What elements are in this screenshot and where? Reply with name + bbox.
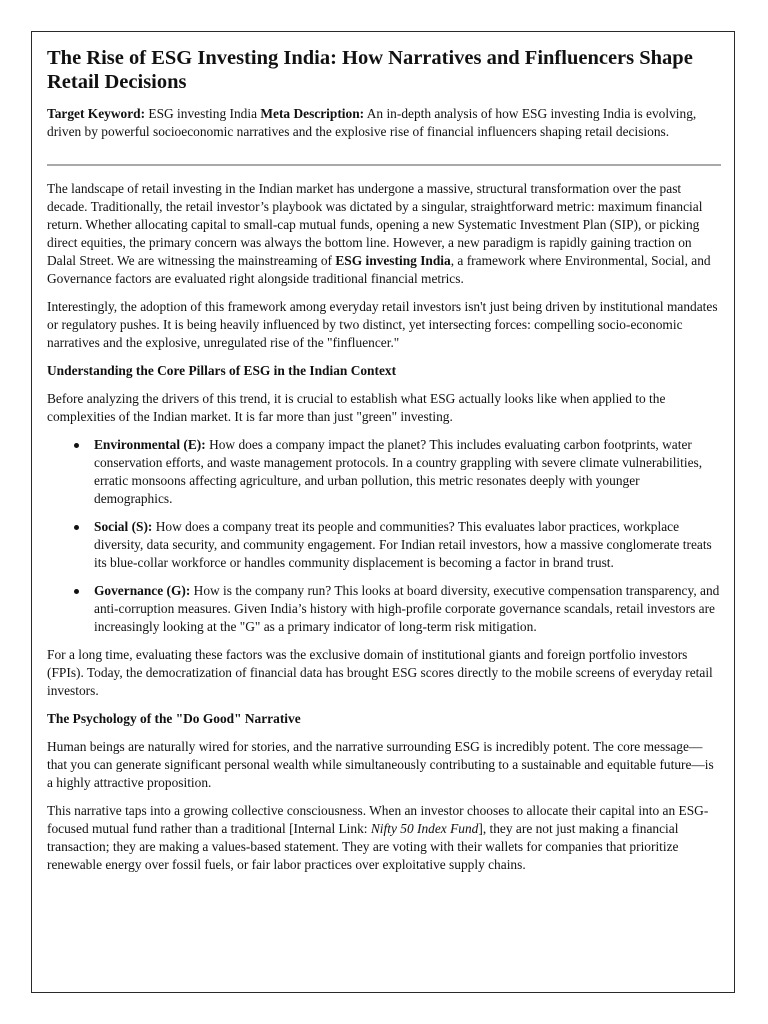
pillar-text: How does a company impact the planet? This includes evaluating carbon footprints, water conservation efforts, and waste management protocols. In a country grappling with severe climate vulnerabilities, erratic monsoons affecting agriculture, and urban pollution, this metric resonates deeply with younger demographics. — [94, 437, 703, 506]
meta-description-label: Meta Description: — [260, 106, 365, 121]
pillar-label: Governance (G): — [94, 583, 191, 598]
list-item-governance — [94, 582, 721, 636]
section-heading-core-pillars: Understanding the Core Pillars of ESG in the Indian Context — [47, 363, 397, 378]
pillar-label: Social (S): — [94, 519, 153, 534]
article-title: The Rise of ESG Investing India: How Narratives and Finfluencers Shape Retail Decisions — [47, 47, 693, 93]
intro-paragraph — [47, 180, 721, 288]
target-keyword-label: Target Keyword: — [47, 106, 146, 121]
target-keyword-value: ESG investing India — [145, 106, 261, 121]
pillar-text: How is the company run? This looks at board diversity, executive compensation transparency, and anti-corruption measures. Given India’s history with high-profile corporate governance scandals, retail investors are increasingly looking at the "G" as a primary indicator of long-term risk mitigation. — [94, 583, 720, 634]
pillars-list — [47, 436, 721, 636]
list-item-environmental — [94, 436, 721, 508]
pillar-label: Environmental (E): — [94, 437, 206, 452]
meta-description-value: An in-depth analysis of how ESG investing India is evolving, driven by powerful socioeconomic narratives and the explosive rise of financial influencers shaping retail decisions. — [47, 106, 697, 139]
paragraph-democratization: For a long time, evaluating these factors was the exclusive domain of institutional giants and foreign portfolio investors (FPIs). Today, the democratization of financial data has brought ESG scores directly to the mobile screens of everyday retail investors. — [47, 647, 713, 698]
horizontal-divider — [47, 164, 721, 166]
intro-text-end: , a framework where Environmental, Social, and Governance factors are evaluated right alongside traditional financial metrics. — [47, 253, 711, 286]
consciousness-text-end: ], they are not just making a financial transaction; they are making a values-based statement. They are voting with their wallets for companies that prioritize renewable energy over fossil fuels, or fair labor practices over exploitative supply chains. — [47, 821, 679, 872]
paragraph-narrative: Human beings are naturally wired for stories, and the narrative surrounding ESG is incredibly potent. The core message—that you can generate significant personal wealth while simultaneously contributing to a sustainable and equitable future—is a highly attractive proposition. — [47, 739, 714, 790]
paragraph-adoption: Interestingly, the adoption of this framework among everyday retail investors isn't just being driven by institutional mandates or regulatory pushes. It is being heavily influenced by two distinct, yet intersecting forces: compelling socio-economic narratives and the explosive, unregulated rise of the "finfluencer." — [47, 299, 718, 350]
internal-link-text[interactable]: Nifty 50 Index Fund — [370, 821, 479, 836]
section-heading-psychology: The Psychology of the "Do Good" Narrative — [47, 711, 301, 726]
paragraph-consciousness — [47, 802, 721, 874]
pillar-text: How does a company treat its people and communities? This evaluates labor practices, workplace diversity, data security, and community engagement. For Indian retail investors, how a massive conglomerate treats its blue-collar workforce or handles community displacement is becoming a factor in brand trust. — [94, 519, 712, 570]
intro-keyword: ESG investing India — [335, 253, 451, 268]
document-page — [31, 31, 735, 993]
consciousness-text: This narrative taps into a growing collective consciousness. When an investor chooses to allocate their capital into an ESG-focused mutual fund rather than a traditional [Internal Link: — [47, 803, 709, 836]
list-item-social — [94, 518, 721, 572]
article-body — [47, 46, 721, 874]
article-meta — [47, 105, 721, 141]
intro-text: The landscape of retail investing in the Indian market has undergone a massive, structural transformation over the past decade. Traditionally, the retail investor’s playbook was dictated by a singular, straightforward metric: maximum financial return. Whether allocating capital to small-cap mutual funds, opening a new Systematic Investment Plan (SIP), or picking direct equities, the primary concern was always the bottom line. However, a new paradigm is rapidly gaining traction on Dalal Street. We are witnessing the mainstreaming of — [47, 181, 703, 268]
paragraph-pillars-intro: Before analyzing the drivers of this trend, it is crucial to establish what ESG actually looks like when applied to the complexities of the Indian market. It is far more than just "green" investing. — [47, 391, 666, 424]
